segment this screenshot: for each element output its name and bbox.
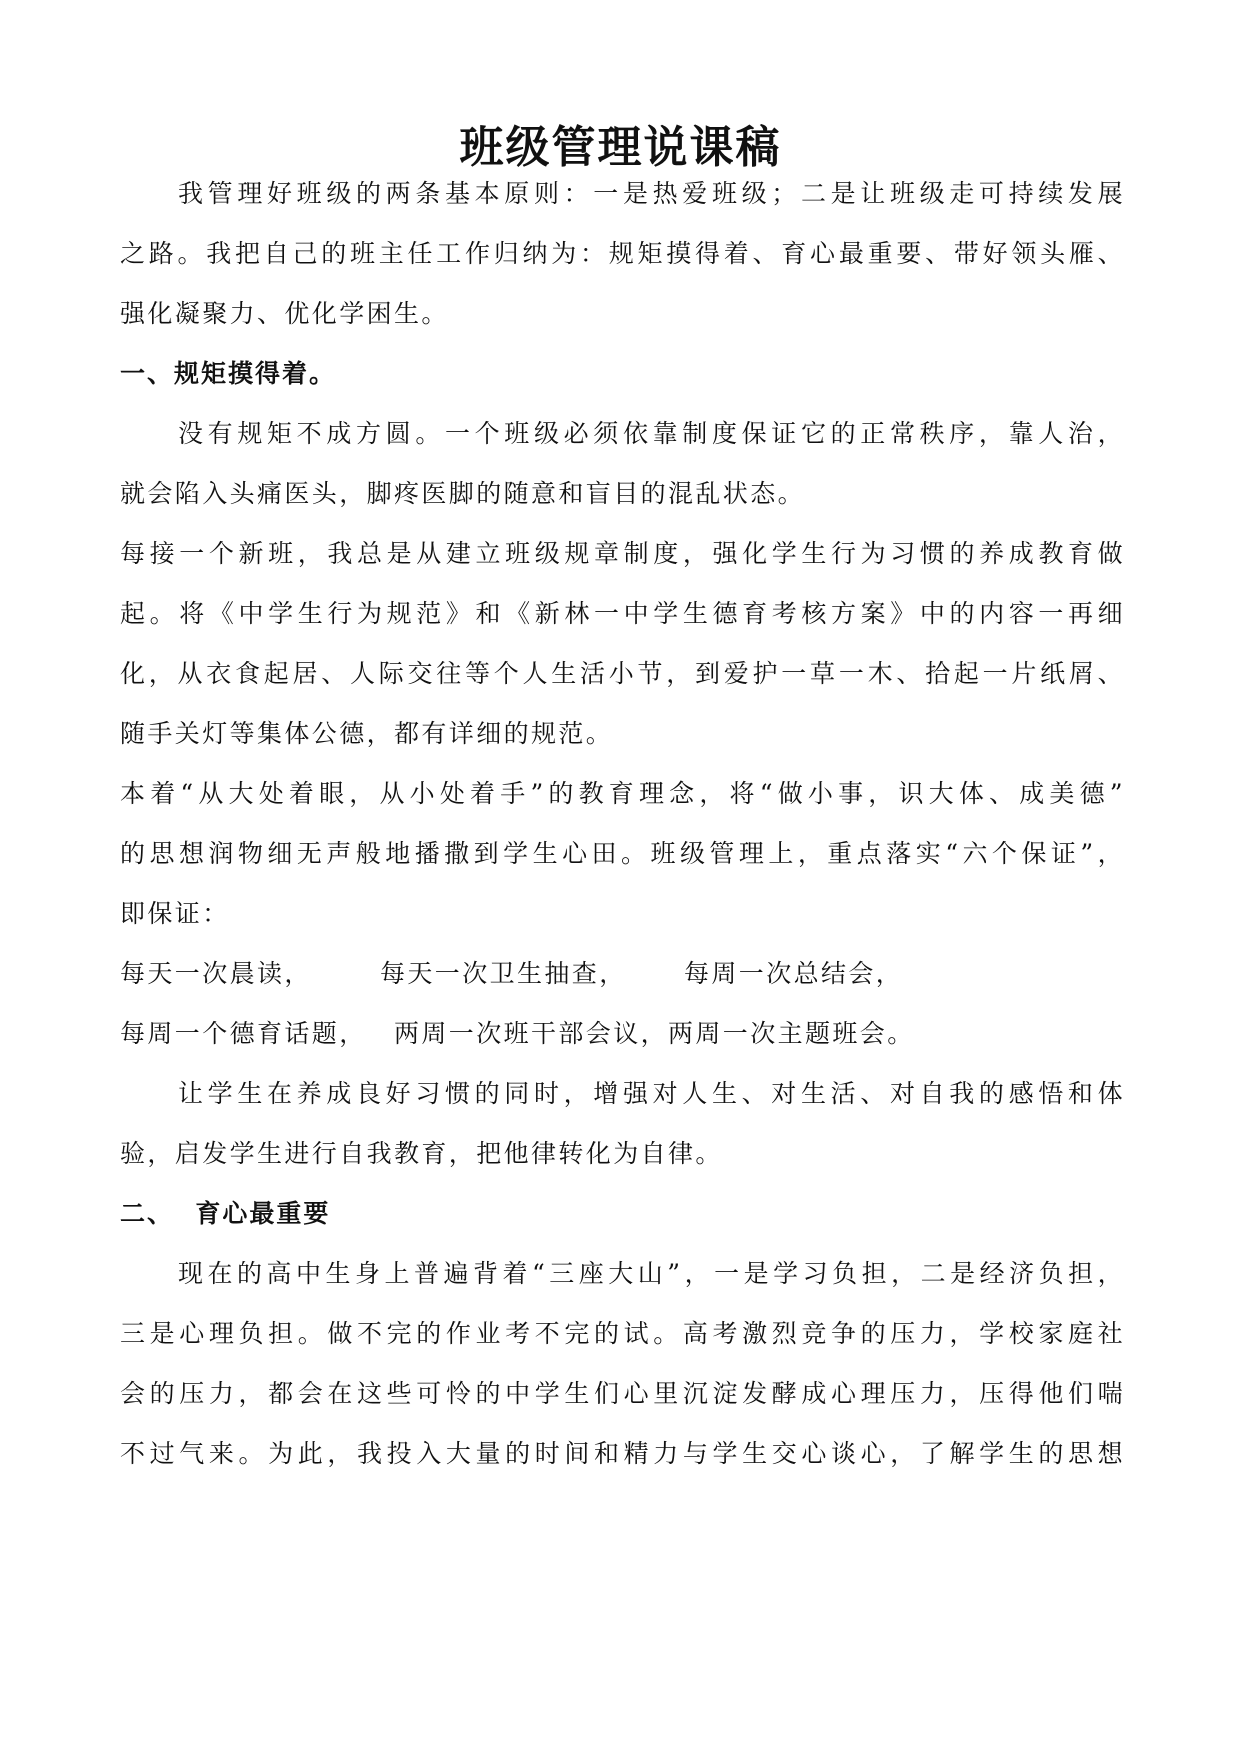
paragraph-line: 强化凝聚力、优化学困生。: [120, 299, 449, 328]
paragraph-line: 即保证：: [120, 899, 230, 928]
paragraph-line: 的思想润物细无声般地播撒到学生心田。班级管理上，重点落实“六个保证”，: [120, 839, 1125, 868]
section-heading: 二、 育心最重要: [120, 1199, 331, 1228]
section-heading: 一、规矩摸得着。: [120, 359, 337, 388]
paragraph-line: 化，从衣食起居、人际交往等个人生活小节，到爱护一草一木、拾起一片纸屑、: [120, 659, 1125, 688]
paragraph-line: 没有规矩不成方圆。一个班级必须依靠制度保证它的正常秩序，靠人治，: [178, 419, 1125, 448]
guarantee-item: 每周一次总结会，: [684, 959, 904, 988]
paragraph-line: 让学生在养成良好习惯的同时，增强对人生、对生活、对自我的感悟和体: [178, 1079, 1125, 1108]
guarantee-item: 每周一个德育话题，: [120, 1019, 367, 1048]
paragraph-line: 之路。我把自己的班主任工作归纳为：规矩摸得着、育心最重要、带好领头雁、: [120, 239, 1125, 268]
guarantee-item: 两周一次班干部会议，两周一次主题班会。: [394, 1019, 915, 1048]
guarantee-item: 每天一次晨读，: [120, 959, 312, 988]
paragraph-line: 会的压力，都会在这些可怜的中学生们心里沉淀发酵成心理压力，压得他们喘: [120, 1379, 1125, 1408]
paragraph-line: 验，启发学生进行自我教育，把他律转化为自律。: [120, 1139, 723, 1168]
paragraph-line: 就会陷入头痛医头，脚疼医脚的随意和盲目的混乱状态。: [120, 479, 806, 508]
paragraph-line: 随手关灯等集体公德，都有详细的规范。: [120, 719, 614, 748]
paragraph-line: 每接一个新班，我总是从建立班级规章制度，强化学生行为习惯的养成教育做: [120, 539, 1125, 568]
document-title: 班级管理说课稿: [459, 122, 782, 173]
paragraph-line: 我管理好班级的两条基本原则：一是热爱班级；二是让班级走可持续发展: [178, 179, 1125, 208]
paragraph-line: 不过气来。为此，我投入大量的时间和精力与学生交心谈心，了解学生的思想: [120, 1439, 1125, 1468]
guarantee-item: 每天一次卫生抽查，: [380, 959, 627, 988]
paragraph-line: 现在的高中生身上普遍背着“三座大山”，一是学习负担，二是经济负担，: [178, 1259, 1125, 1288]
paragraph-line: 三是心理负担。做不完的作业考不完的试。高考激烈竞争的压力，学校家庭社: [120, 1319, 1125, 1348]
paragraph-line: 本着“从大处着眼，从小处着手”的教育理念，将“做小事，识大体、成美德”: [120, 779, 1125, 808]
paragraph-line: 起。将《中学生行为规范》和《新林一中学生德育考核方案》中的内容一再细: [120, 599, 1125, 628]
